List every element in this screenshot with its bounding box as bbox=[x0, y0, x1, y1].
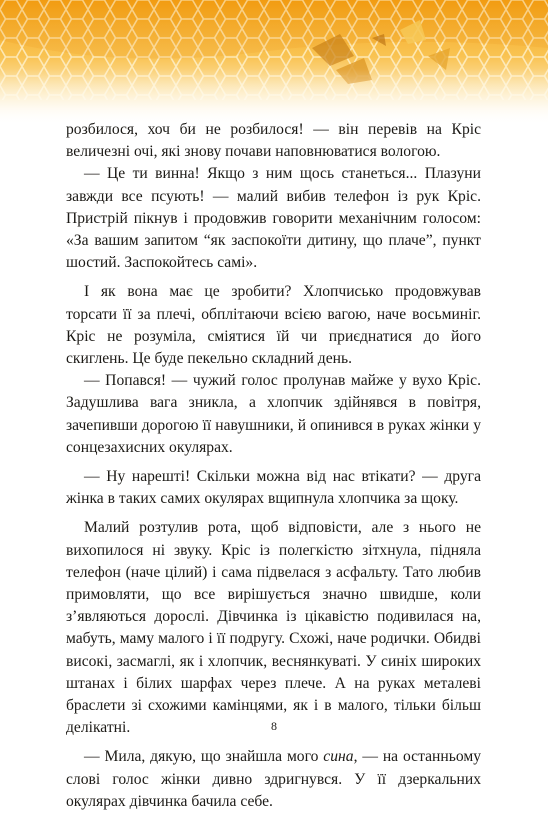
emphasized-word: сина bbox=[323, 748, 354, 766]
paragraph-text: — Мила, дякую, що знайшла мого bbox=[84, 748, 324, 766]
paragraph: — Попався! — чужий голос пролунав майже у вухо Кріс. Задушлива вага зникла, а хлопчик здійнявся в повітря, зачепивши дорогою її навушники, й опинився в руках жінки у сонцезахисних окулярах. bbox=[66, 372, 481, 456]
body-text bbox=[66, 119, 481, 813]
paragraph: розбилося, хоч би не розбилося! — він перевів на Кріс величезні очі, які знову почави наповнюватися вологою. bbox=[66, 121, 481, 161]
paragraph: — Ну нарешті! Скільки можна від нас втікати? — друга жінка в таких самих окулярах вщипнула хлопчика за щоку. bbox=[66, 468, 481, 508]
paragraph bbox=[66, 746, 481, 813]
page-number: 8 bbox=[271, 719, 277, 733]
paragraph: І як вона має це зробити? Хлопчисько продовжував торсати її за плечі, обплітаючи всією вагою, наче восьминіг. Кріс не розуміла, сміятися їй чи приєднатися до його скиглень. Це буде пекельно складний день. bbox=[66, 283, 481, 368]
paragraph-text: , — на останньому слові голос жінки дивно здригнувся. У її дзеркальних окулярах дівчинка бачила себе. bbox=[66, 748, 481, 810]
honeycomb-banner bbox=[0, 0, 548, 125]
paragraph: — Це ти винна! Якщо з ним щось станеться... Плазуни завжди все псують! — малий вибив телефон із рук Кріс. Пристрій пікнув і продовжив говорити механічним голосом: «За вашим запитом “як заспокоїти дитину, що плаче”, пункт шостий. Заспокойтесь самі». bbox=[66, 165, 481, 272]
paragraph: Малий розтулив рота, щоб відповісти, але з нього не вихопилося ні звуку. Кріс із полегкістю зітхнула, підняла телефон (наче цілий) і сама підвелася з асфальту. Тато любив примовляти, що все вирішується значно швидше, коли з’являються дорослі. Дівчинка із цікавістю подивилася на, мабуть, маму малого і її подругу. Схожі, наче родички. Обидві високі, засмаглі, як і хлопчик, веснянкуваті. У синіх широких штанах і білих шарфах через плече. А на руках металеві браслети зі схожими камінцями, як і в малого, тільки більш делікатні. bbox=[66, 519, 481, 737]
